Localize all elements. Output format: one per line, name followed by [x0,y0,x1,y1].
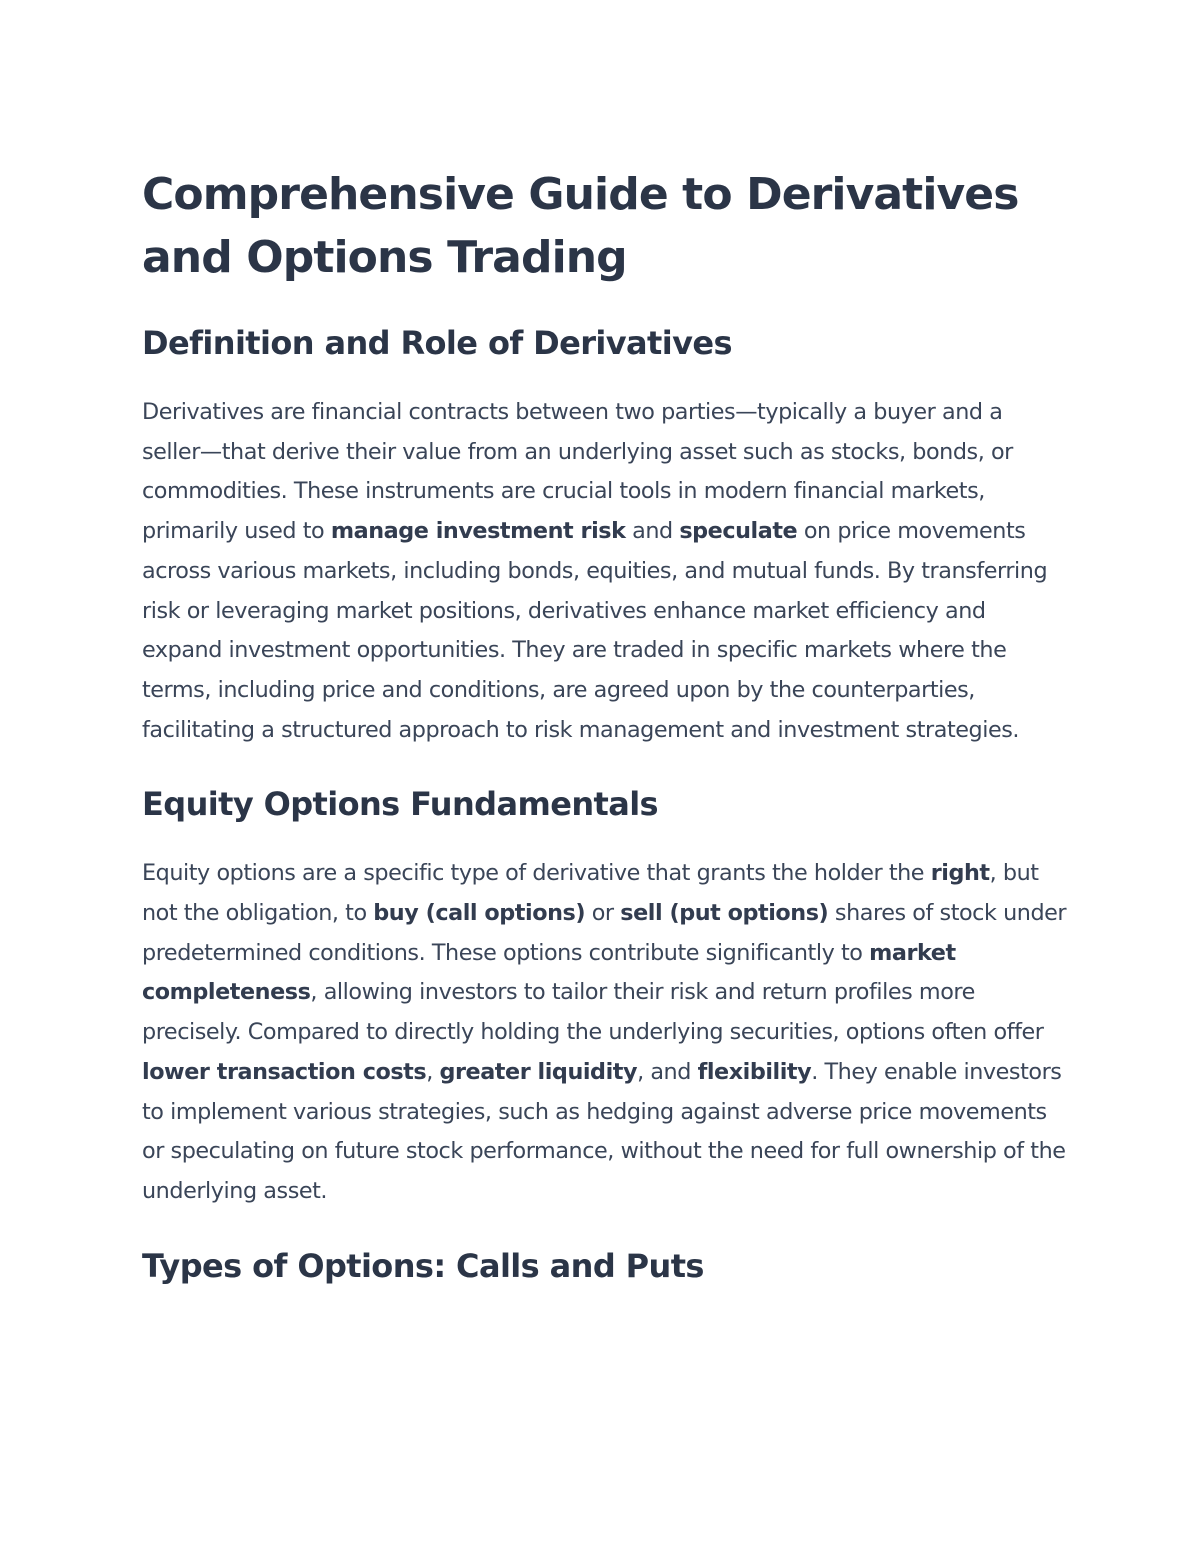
bold-phrase: sell (put options) [620,900,829,927]
section-heading-derivatives: Definition and Role of Derivatives [142,324,732,362]
bold-phrase: right [930,860,990,887]
text-run: , [426,1058,440,1085]
section-heading-calls-puts: Types of Options: Calls and Puts [142,1246,704,1285]
section-paragraph-equity-options [142,854,1067,1211]
text-run: Derivatives are financial contracts between two parties—typically a buyer and a seller—that derive their value from an underlying asset such as stocks, bonds, or commodities. These instruments are crucial tools in modern financial markets, primarily used to [142,399,1013,545]
bold-phrase: lower transaction costs [142,1058,427,1085]
bold-phrase: speculate [679,518,798,545]
document-title: Comprehensive Guide to Derivatives and Options Trading [142,169,1019,283]
text-run: and [625,518,680,545]
text-run: or [585,900,621,927]
bold-phrase: buy (call options) [373,900,586,927]
text-run: on price movements across various markets, including bonds, equities, and mutual funds. By transferring risk or leveraging market positions, derivatives enhance market efficiency and expand investment opportunities. They are traded in specific markets where the terms, including price and conditions, are agreed upon by the counterparties, facilitating a structured approach to risk management and investment strategies. [142,518,1048,743]
bold-phrase: greater liquidity [439,1058,638,1085]
bold-phrase: market completeness [142,939,956,1006]
text-run: , allowing investors to tailor their risk and return profiles more precisely. Compared to directly holding the underlying securities, options often offer [142,979,1044,1046]
bold-phrase: flexibility [697,1058,812,1085]
text-run: Equity options are a specific type of derivative that grants the holder the [142,860,931,887]
bold-phrase: manage investment risk [330,518,626,545]
text-run: , but not the obligation, to [142,860,1039,927]
text-run: , and [637,1058,698,1085]
text-run: . They enable investors to implement various strategies, such as hedging against adverse price movements or speculating on future stock performance, without the need for full ownership of the underlying asset. [142,1058,1066,1204]
text-run: shares of stock under predetermined conditions. These options contribute significantly to [142,900,1067,966]
section-heading-equity-options: Equity Options Fundamentals [142,785,659,824]
document-page [142,163,1067,1316]
section-paragraph-derivatives [142,393,1067,750]
